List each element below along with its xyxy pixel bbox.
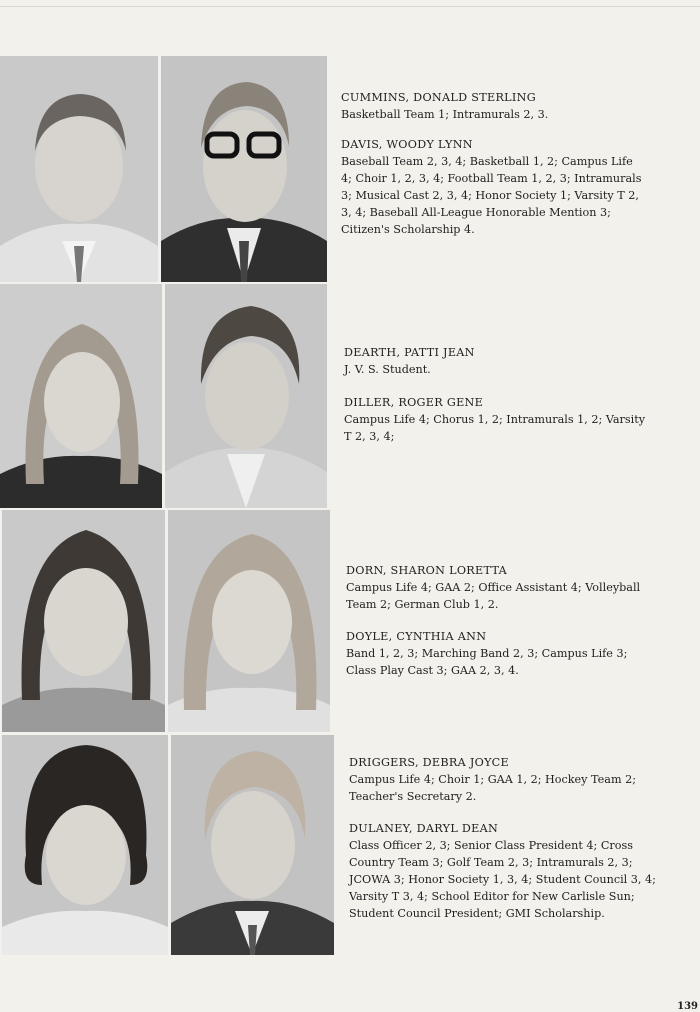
student-activities: Basketball Team 1; Intramurals 2, 3. (341, 108, 549, 121)
student-activities: Band 1, 2, 3; Marching Band 2, 3; Campus Life 3; Class Play Cast 3; GAA 2, 3, 4. (346, 647, 628, 677)
student-entry-dearth (344, 344, 664, 378)
student-entry-davis (341, 136, 646, 238)
student-activities: Campus Life 4; GAA 2; Office Assistant 4; Volleyball Team 2; German Club 1, 2. (346, 581, 641, 611)
student-entry-doyle (346, 628, 661, 679)
portrait-dearth (0, 284, 162, 508)
page-number: 139 (677, 1001, 698, 1012)
portrait-dulaney (171, 735, 334, 955)
top-rule (0, 6, 700, 7)
portrait-doyle (168, 510, 330, 732)
student-activities: J. V. S. Student. (344, 363, 431, 376)
student-name: DILLER, ROGER GENE (344, 396, 484, 409)
student-name: DRIGGERS, DEBRA JOYCE (349, 756, 509, 769)
student-activities: Class Officer 2, 3; Senior Class President 4; Cross Country Team 3; Golf Team 2, 3; Intramurals 2, 3; JCOWA 3; Honor Society 1, 3, 4; Student Council 3, 4; Varsity T 3, 4; School Editor for New Carlisle Sun; Student Council President; GMI Scholarship. (349, 839, 656, 920)
student-name: DOYLE, CYNTHIA ANN (346, 630, 487, 643)
portrait-driggers (2, 735, 168, 955)
student-name: CUMMINS, DONALD STERLING (341, 91, 536, 104)
portrait-cummins (0, 56, 158, 282)
student-name: DEARTH, PATTI JEAN (344, 346, 475, 359)
student-entry-driggers (349, 754, 659, 805)
portrait-diller (165, 284, 327, 508)
student-entry-dorn (346, 562, 661, 613)
portrait-davis (161, 56, 327, 282)
student-name: DORN, SHARON LORETTA (346, 564, 507, 577)
student-name: DAVIS, WOODY LYNN (341, 138, 473, 151)
student-entry-dulaney (349, 820, 661, 922)
student-entry-diller (344, 394, 656, 445)
student-activities: Baseball Team 2, 3, 4; Basketball 1, 2; Campus Life 4; Choir 1, 2, 3, 4; Football Team 1, 2, 3; Intramurals 3; Musical Cast 2, 3, 4; Honor Society 1; Varsity T 2, 3, 4; Baseball All-League Honorable Mention 3; Citizen's Scholarship 4. (341, 155, 642, 236)
portrait-dorn (2, 510, 165, 732)
student-name: DULANEY, DARYL DEAN (349, 822, 499, 835)
student-entry-cummins (341, 89, 671, 123)
student-activities: Campus Life 4; Choir 1; GAA 1, 2; Hockey Team 2; Teacher's Secretary 2. (349, 773, 636, 803)
student-activities: Campus Life 4; Chorus 1, 2; Intramurals 1, 2; Varsity T 2, 3, 4; (344, 413, 646, 443)
